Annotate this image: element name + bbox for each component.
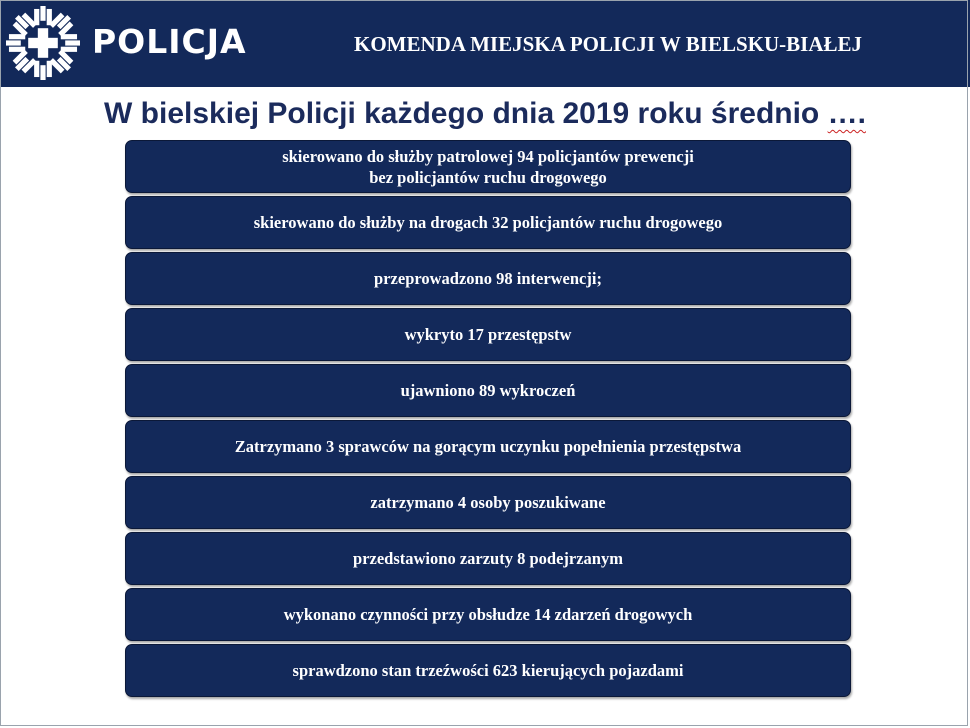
statistic-label: sprawdzono stan trzeźwości 623 kierujących pojazdami xyxy=(292,661,684,680)
statistic-item-traffic-officers xyxy=(125,196,851,249)
statistics-list xyxy=(125,140,851,700)
agency-name: KOMENDA MIEJSKA POLICJI W BIELSKU-BIAŁEJ xyxy=(354,32,862,56)
statistic-item-patrol xyxy=(125,140,851,193)
statistic-label: skierowano do służby patrolowej 94 policjantów prewencji bez policjantów ruchu drogowego xyxy=(282,146,694,187)
page-title-text: W bielskiej Policji każdego dnia 2019 roku średnio xyxy=(104,97,820,130)
statistic-label: przedstawiono zarzuty 8 podejrzanym xyxy=(353,549,623,568)
statistic-label: ujawniono 89 wykroczeń xyxy=(400,381,576,400)
statistic-item-offences xyxy=(125,364,851,417)
statistic-label: Zatrzymano 3 sprawców na gorącym uczynku popełnienia przestępstwa xyxy=(234,437,742,456)
page-title-ellipsis: …. xyxy=(827,97,866,130)
statistic-item-red-handed xyxy=(125,420,851,473)
statistic-item-interventions xyxy=(125,252,851,305)
page-title xyxy=(0,92,970,136)
statistic-label: wykonano czynności przy obsłudze 14 zdarzeń drogowych xyxy=(283,605,693,624)
statistic-item-wanted xyxy=(125,476,851,529)
police-star-icon xyxy=(6,6,80,80)
header-banner xyxy=(0,0,970,87)
statistic-label: przeprowadzono 98 interwencji; xyxy=(374,269,602,288)
brand-wordmark: POLICJA xyxy=(92,22,247,61)
statistic-label: zatrzymano 4 osoby poszukiwane xyxy=(370,493,606,512)
statistic-item-crimes xyxy=(125,308,851,361)
statistic-item-road-events xyxy=(125,588,851,641)
statistic-label: wykryto 17 przestępstw xyxy=(404,325,572,344)
statistic-label: skierowano do służby na drogach 32 policjantów ruchu drogowego xyxy=(253,213,723,232)
statistic-item-charges xyxy=(125,532,851,585)
statistic-item-sobriety xyxy=(125,644,851,697)
